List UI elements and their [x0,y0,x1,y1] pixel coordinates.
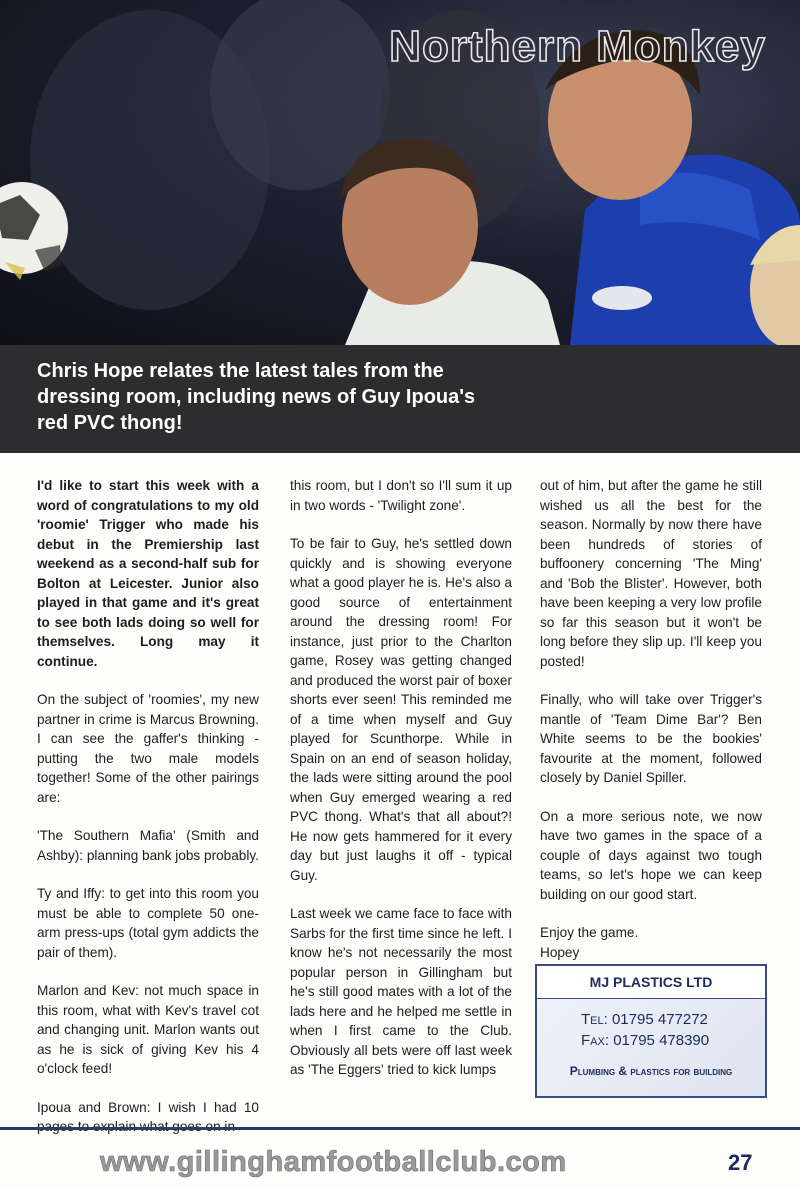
sign-off: Hopey [540,944,580,960]
advert-company: MJ PLASTICS LTD [537,966,765,999]
footer-divider [0,1127,800,1130]
article-column-1 [37,476,259,1156]
paragraph: To be fair to Guy, he's settled down quickly and is showing everyone what a good player he is. He's also a good source of entertainment around the dressing room! For instance, just prior to the Charlton game, Rosey was getting changed and produced the worst pair of boxer shorts ever seen! This reminded me of a time when myself and Guy played for Scunthorpe. While in Spain on an end of season holiday, the lads were sitting around the pool when Guy emerged wearing a red PVC thong. What's that all about?! He now gets hammered for it every day but just laughs it off - typical Guy. [290,536,512,883]
paragraph: Enjoy the game. [540,925,639,940]
fax-number: 01795 478390 [613,1032,710,1049]
hero-photo [0,0,800,345]
article-column-3 [540,476,762,981]
advert-contact [581,1009,709,1051]
tel-label: Tel: [581,1011,608,1028]
paragraph: this room, but I don't so I'll sum it up in two words - 'Twilight zone'. [290,478,512,513]
paragraph: out of him, but after the game he still wished us all the best for the season. Normally by now there have been hundreds of stories of buffoonery concerning 'The Ming' and 'Bob the Blister'. However, both have been keeping a very low profile so far this season but it won't be long before they slip up. I'll keep you posted! [540,478,762,669]
website-url: www.gillinghamfootballclub.com [100,1146,567,1178]
paragraph: On the subject of 'roomies', my new partner in crime is Marcus Browning. I can see the gaffer's thinking - putting the two male models together! Some of the other pairings are: [37,692,259,805]
paragraph: Finally, who will take over Trigger's mantle of 'Team Dime Bar'? Ben White seems to be the bookies' favourite at the moment, followed closely by Daniel Spiller. [540,692,762,785]
advert-tagline: Plumbing & plastics for building [569,1064,733,1078]
paragraph: I'd like to start this week with a word of congratulations to my old 'roomie' Trigger who made his debut in the Premiership last weekend as a second-half sub for Bolton at Leicester. Junior also played in that game and it's great to see both lads doing so well for themselves. Long may it continue. [37,478,259,669]
advert-body [537,999,765,1096]
section-title: Northern Monkey [389,22,766,71]
paragraph: On a more serious note, we now have two games in the space of a couple of days against two tough teams, so let's hope we can keep building on our good start. [540,808,762,902]
standfirst-banner [0,345,800,453]
paragraph: 'The Southern Mafia' (Smith and Ashby): planning bank jobs probably. [37,828,259,863]
paragraph: Last week we came face to face with Sarbs for the first time since he left. I know he's not necessarily the most popular person in Gillingham but he's still good mates with a lot of the lads here and he helped me settle in when I first came to the Club. Obviously all bets were off last week as 'The Eggers' tried to kick lumps [290,906,512,1077]
article-column-2 [290,476,512,1099]
advertisement-box [535,964,767,1098]
standfirst-text: Chris Hope relates the latest tales from the dressing room, including news of Guy Ipoua's red PVC thong! [37,360,476,434]
tel-number: 01795 477272 [611,1011,708,1028]
paragraph: Ty and Iffy: to get into this room you must be able to complete 50 one-arm press-ups (total gym addicts the pair of them). [37,886,259,960]
paragraph: Marlon and Kev: not much space in this room, what with Kev's travel cot and changing unit. Marlon wants out as he is sick of giving Kev his 4 o'clock feed! [37,983,259,1076]
paragraph: Ipoua and Brown: I wish I had 10 [37,1099,259,1115]
page-number: 27 [728,1150,753,1175]
fax-label: Fax: [581,1032,610,1049]
